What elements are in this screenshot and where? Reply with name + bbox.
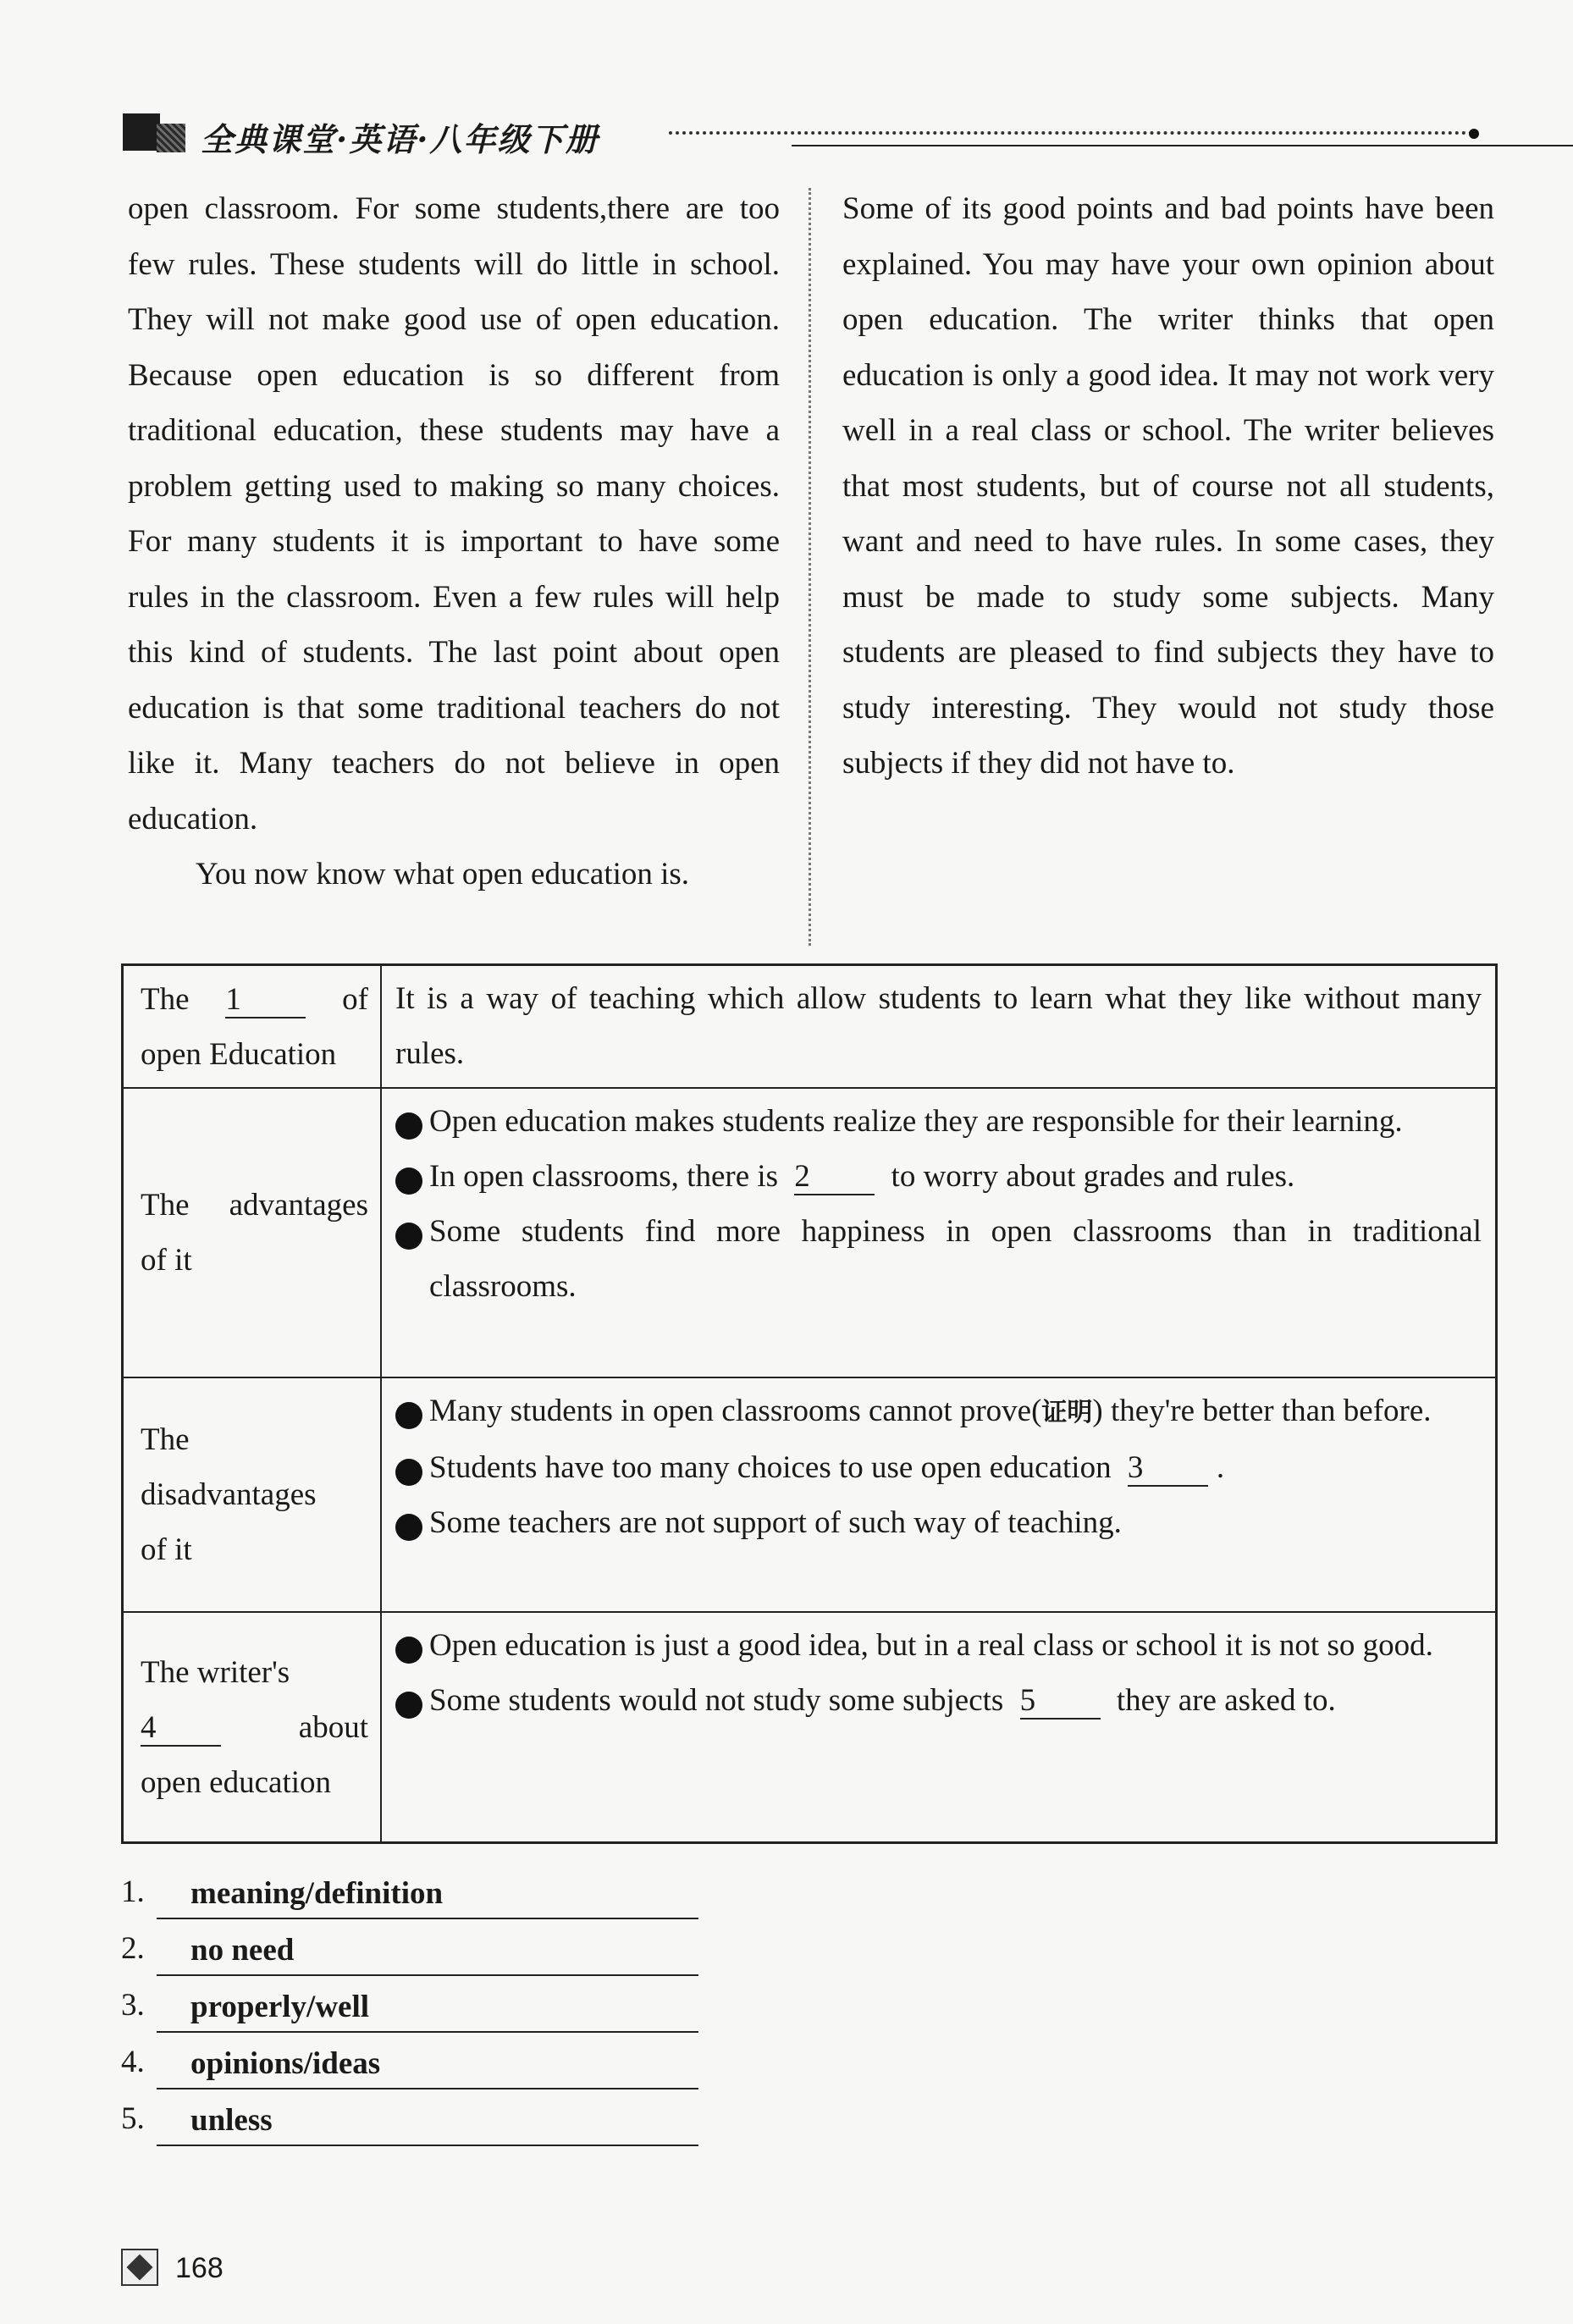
answer-line (157, 1974, 698, 1976)
bullet-item: Open education makes students realize they are responsible for their learning. (395, 1094, 1482, 1149)
bullet-icon (395, 1637, 422, 1664)
header-solid-rule (792, 145, 1573, 146)
answer-item (121, 2094, 697, 2150)
answer-list (121, 1867, 697, 2150)
bullet-item: Open education is just a good idea, but in a real class or school it is not so good. (395, 1618, 1482, 1673)
blank-1[interactable]: 1 (225, 983, 306, 1018)
bullet-icon (395, 1459, 422, 1486)
left-paragraph: You now know what open education is. (196, 857, 690, 892)
answer-item (121, 1924, 697, 1980)
row-heading (124, 966, 382, 1087)
bullet-item: Some teachers are not support of such way of teaching. (395, 1495, 1482, 1550)
answer-item (121, 1980, 697, 2037)
row-content (382, 1378, 1495, 1611)
answer-value: properly/well (190, 1990, 370, 2024)
heading-text: The advantages of it (141, 1188, 368, 1278)
row-heading (124, 1089, 382, 1377)
bullet-icon (395, 1112, 422, 1140)
table-row (124, 1378, 1495, 1613)
heading-text: open education (141, 1764, 331, 1800)
page-number: 168 (175, 2252, 224, 2284)
chinese-gloss: 证明 (1041, 1398, 1093, 1427)
diamond-icon (126, 2254, 152, 2280)
answer-number: 2. (121, 1931, 145, 1966)
row-content (382, 966, 1495, 1087)
heading-text: of (342, 981, 368, 1017)
summary-table (121, 963, 1498, 1844)
bullet-icon (395, 1223, 422, 1250)
heading-text: about (298, 1709, 368, 1745)
bullet-icon (395, 1402, 422, 1429)
bullet-item: Many students in open classrooms cannot prove(证明) they're better than before. (395, 1383, 1482, 1440)
bullet-item: Students have too many choices to use open education 3 . (395, 1440, 1482, 1495)
bullet-icon (395, 1692, 422, 1719)
answer-number: 3. (121, 1988, 145, 2023)
answer-value: unless (190, 2103, 273, 2138)
table-row (124, 1089, 1495, 1378)
header-dot (1469, 129, 1479, 139)
answer-value: meaning/definition (190, 1876, 444, 1911)
answer-line (157, 2088, 698, 2089)
header-title: 全典课堂·英语·八年级下册 (201, 120, 599, 158)
column-divider (809, 188, 811, 946)
answer-value: opinions/ideas (190, 2046, 381, 2081)
bullet-icon (395, 1168, 422, 1195)
heading-text: The disadvantages of it (141, 1422, 317, 1567)
left-paragraph: open classroom. For some students,there are too few rules. These students will do little in school. They will not make good use of open education. Because open education is so different from traditional education, these students may have a problem getting used to making so many choices. For many students it is important to have some rules in the classroom. Even a few rules will help this kind of students. The last point about open education is that some traditional teachers do not like it. Many teachers do not believe in open education. (128, 191, 780, 836)
bullet-item: Some students would not study some subjects 5 they are asked to. (395, 1673, 1482, 1728)
answer-number: 1. (121, 1874, 145, 1909)
right-column (842, 181, 1494, 792)
table-row (124, 966, 1495, 1089)
answer-item (121, 1867, 697, 1924)
content-text: It is a way of teaching which allow students to learn what they like without many rules. (395, 981, 1482, 1071)
page-diamond-icon (121, 2249, 158, 2286)
left-column (128, 181, 780, 903)
row-content (382, 1613, 1495, 1841)
heading-text: open Education (141, 1036, 337, 1072)
answer-line (157, 1918, 698, 1919)
row-heading (124, 1378, 382, 1611)
bullet-item: In open classrooms, there is 2 to worry about grades and rules. (395, 1149, 1482, 1204)
row-heading (124, 1613, 382, 1841)
blank-3[interactable]: 3 (1128, 1451, 1208, 1487)
bullet-item: Some students find more happiness in open classrooms than in traditional classrooms. (395, 1204, 1482, 1314)
answer-number: 5. (121, 2101, 145, 2136)
header-dotted-rule (669, 131, 1473, 135)
blank-2[interactable]: 2 (794, 1160, 875, 1195)
answer-value: no need (190, 1933, 295, 1968)
answer-line (157, 2031, 698, 2033)
header-pattern-square (157, 124, 185, 152)
right-paragraph: Some of its good points and bad points have been explained. You may have your own opinion about open education. The writer thinks that open education is only a good idea. It may not work very well in a real class or school. The writer believes that most students, but of course not all students, want and need to have rules. In some cases, they must be made to study some subjects. Many students are pleased to find subjects they have to study interesting. They would not study those subjects if they did not have to. (842, 191, 1494, 781)
header-black-square (123, 113, 160, 151)
table-row (124, 1613, 1495, 1841)
blank-5[interactable]: 5 (1020, 1684, 1101, 1720)
row-content (382, 1089, 1495, 1377)
blank-4[interactable]: 4 (141, 1711, 221, 1747)
page-header (123, 108, 1503, 159)
bullet-icon (395, 1514, 422, 1541)
answer-line (157, 2145, 698, 2146)
answer-item (121, 2037, 697, 2094)
answer-number: 4. (121, 2045, 145, 2079)
heading-text: The writer's (141, 1654, 290, 1690)
heading-text: The (141, 981, 190, 1017)
